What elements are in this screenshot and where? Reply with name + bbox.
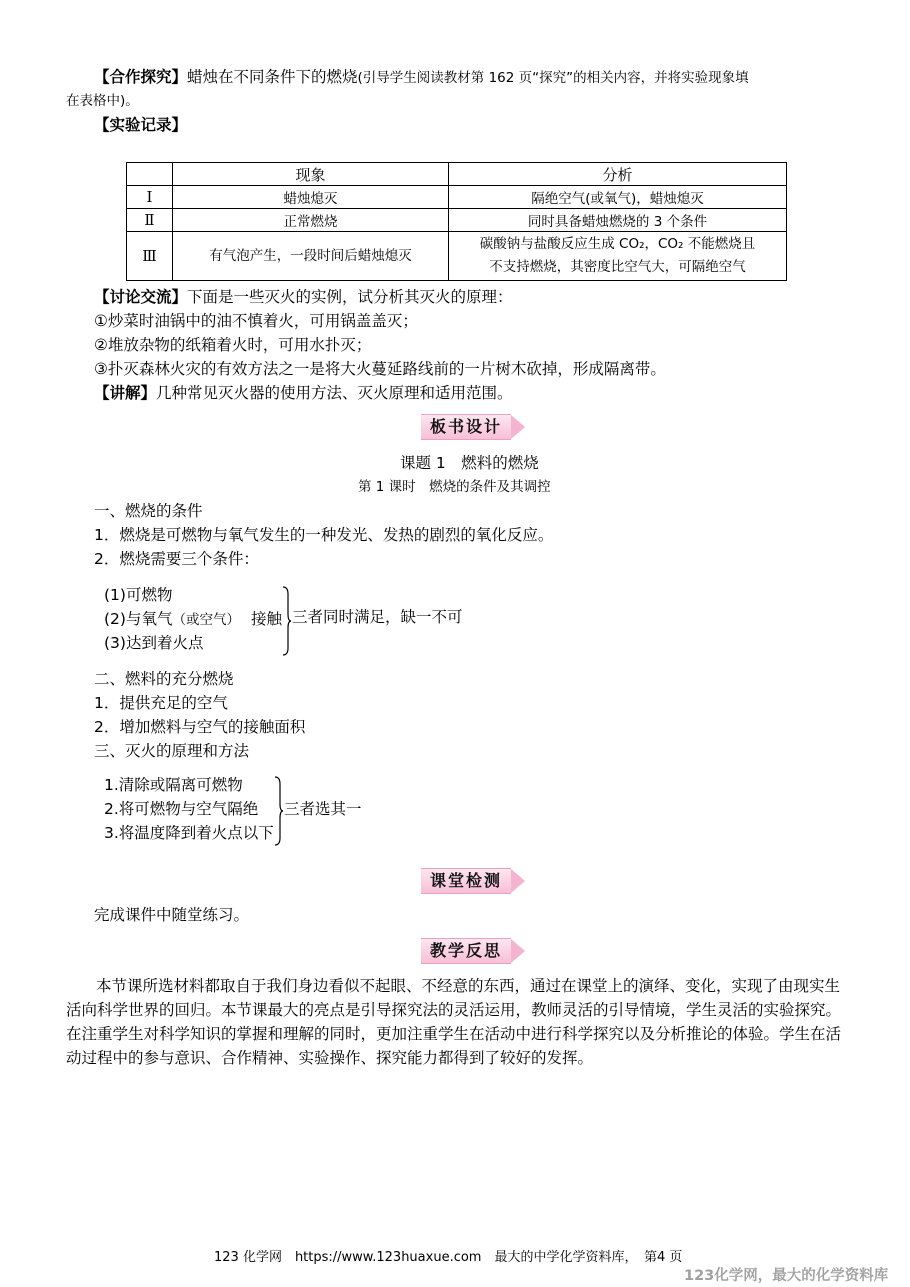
lecture-text: 几种常见灭火器的使用方法、灭火原理和适用范围。 [156,384,513,402]
condition-item: (1)可燃物 [104,586,173,604]
lecture-line [94,382,513,404]
row-number: Ⅱ [127,209,173,232]
row-analysis-line: 碳酸钠与盐酸反应生成 CO₂，CO₂ 不能燃烧且 [479,236,756,252]
table-header: 分析 [449,163,787,186]
reflection-text: 本节课所选材料都取自于我们身边看似不起眼、不经意的东西，通过在课堂上的演绎、变化，实现了由现实生活向科学世界的回归。本节课最大的亮点是引导探究法的灵活运用，教师灵活的引导情境，学生灵活的实验探究。在注重学生对科学知识的掌握和理解的同时，更加注重学生在活动中进行科学探究以及分析推论的体验。学生在活动过程中的参与意识、合作精神、实验操作、探究能力都得到了较好的发挥。 [66,977,842,1067]
page-footer: 123 化学网 https://www.123huaxue.com 最大的中学化学资料库， 第4 页 [214,1250,683,1265]
condition-note: （或空气） [172,612,240,628]
row-phenomenon: 正常燃烧 [173,209,449,232]
method-summary: 三者选其一 [284,800,362,818]
row-analysis-line: 不支持燃烧，其密度比空气大，可隔绝空气 [489,259,746,275]
condition-text: (2)与氧气 [104,610,173,628]
method-item: 2.将可燃物与空气隔绝 [104,800,259,818]
board-banner: 板书设计 [421,414,511,440]
condition-item: (3)达到着火点 [104,634,204,652]
period-title: 第 1 课时 燃烧的条件及其调控 [358,479,551,495]
discussion-line [94,286,513,308]
intro-line [94,66,749,89]
section-heading: 二、燃料的充分燃烧 [94,670,234,688]
discussion-item: ③扑灭森林火灾的有效方法之一是将大火蔓延路线前的一片树木砍掉，形成隔离带。 [94,360,666,378]
table-header [127,163,173,186]
intro-tag: 【合作探究】 [94,68,188,86]
section-item: 2．燃烧需要三个条件： [94,550,259,568]
check-banner: 课堂检测 [421,868,511,894]
experiment-table [126,162,787,281]
section-heading: 一、燃烧的条件 [94,502,203,520]
watermark: 123化学网，最大的化学资料库 [684,1268,889,1284]
row-analysis: 同时具备蜡烛燃烧的 3 个条件 [449,209,787,232]
section-item: 2．增加燃料与空气的接触面积 [94,718,306,736]
method-item: 1.清除或隔离可燃物 [104,776,243,794]
section-heading: 三、灭火的原理和方法 [94,742,250,760]
discussion-tag: 【讨论交流】 [94,288,188,306]
check-text: 完成课件中随堂练习。 [94,906,250,924]
right-brace-icon [282,586,292,656]
condition-contact: 接触 [251,610,283,628]
lecture-tag: 【讲解】 [94,384,157,402]
table-header-row [127,163,787,186]
intro-text: 蜡烛在不同条件下的燃烧 [187,68,358,86]
discussion-item: ①炒菜时油锅中的油不慎着火，可用锅盖盖灭； [94,312,418,330]
row-number: Ⅲ [127,232,173,281]
table-row [127,232,787,281]
reflection-banner: 教学反思 [421,938,511,964]
row-analysis [449,232,787,281]
section-item: 1．提供充足的空气 [94,694,228,712]
row-phenomenon: 蜡烛熄灭 [173,186,449,209]
record-tag: 【实验记录】 [94,116,188,134]
row-phenomenon: 有气泡产生，一段时间后蜡烛熄灭 [173,232,449,281]
method-item: 3.将温度降到着火点以下 [104,824,274,842]
table-row [127,186,787,209]
discussion-item: ②堆放杂物的纸箱着火时，可用水扑灭； [94,336,372,354]
row-number: Ⅰ [127,186,173,209]
intro-note-cont: 在表格中)。 [66,93,139,109]
right-brace-icon [274,776,284,846]
intro-note: (引导学生阅读教材第 162 页“探究”的相关内容，并将实验现象填 [357,70,749,86]
table-header: 现象 [173,163,449,186]
condition-item [104,608,240,631]
condition-summary: 三者同时满足，缺一不可 [292,608,463,626]
lesson-title: 课题 1 燃料的燃烧 [400,454,539,472]
row-analysis: 隔绝空气(或氧气)，蜡烛熄灭 [449,186,787,209]
discussion-text: 下面是一些灭火的实例，试分析其灭火的原理： [187,288,513,306]
table-row [127,209,787,232]
section-item: 1．燃烧是可燃物与氧气发生的一种发光、发热的剧烈的氧化反应。 [94,526,554,544]
